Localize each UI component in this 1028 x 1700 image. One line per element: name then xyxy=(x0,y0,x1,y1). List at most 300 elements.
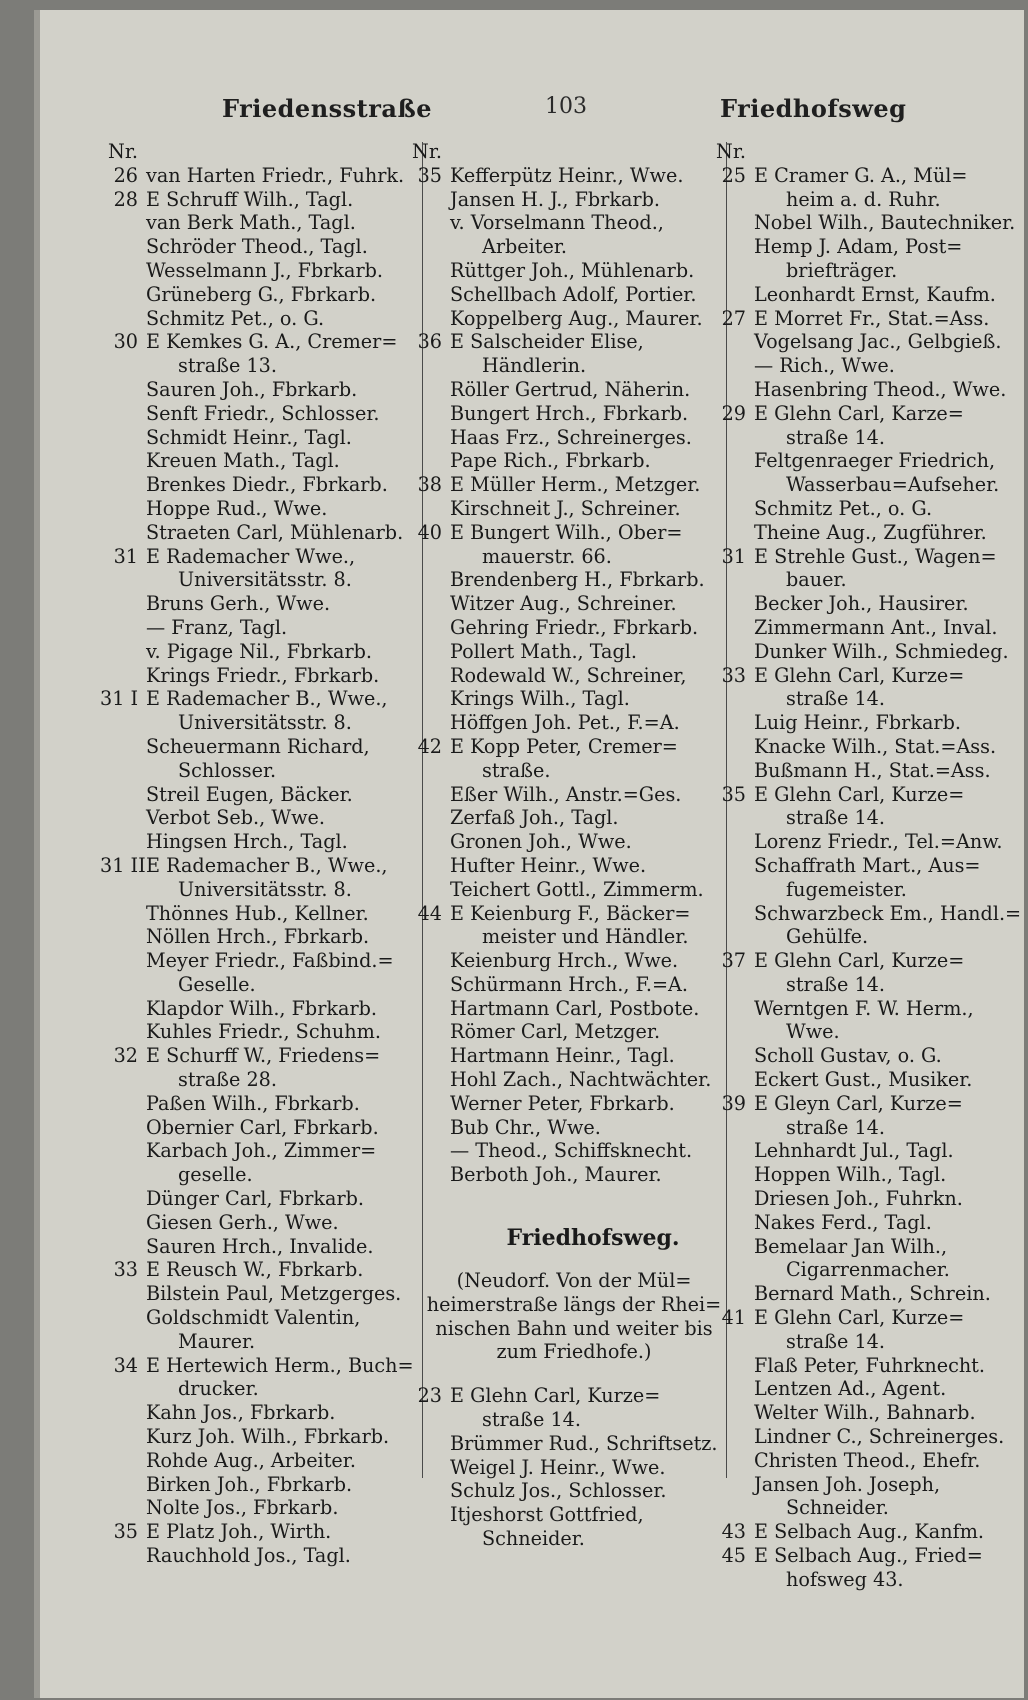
directory-entry xyxy=(100,1473,445,1497)
directory-entry xyxy=(100,1139,445,1163)
house-number: 27 xyxy=(721,306,746,330)
house-number: 40 xyxy=(417,520,442,544)
entry-text: heim a. d. Ruhr. xyxy=(786,187,941,211)
entry-continuation xyxy=(708,1496,1024,1520)
house-number: 42 xyxy=(417,734,442,758)
entry-text: Zimmermann Ant., Inval. xyxy=(754,615,998,639)
entry-text: straße 14. xyxy=(482,1408,581,1432)
house-number: 33 xyxy=(113,1258,138,1282)
entry-text: Kefferpütz Heinr., Wwe. xyxy=(450,163,684,187)
directory-entry xyxy=(100,997,445,1021)
entry-text: Flaß Peter, Fuhrknecht. xyxy=(754,1353,985,1377)
entry-text: Weigel J. Heinr., Wwe. xyxy=(450,1455,666,1479)
entry-text: geselle. xyxy=(178,1163,253,1187)
directory-entry xyxy=(100,687,445,711)
directory-entry xyxy=(708,307,1024,331)
entry-text: Schneider. xyxy=(786,1496,889,1520)
entry-text: Theine Aug., Zugführer. xyxy=(754,520,987,544)
entry-text: v. Vorselmann Theod., xyxy=(450,211,664,235)
entry-text: Knacke Wilh., Stat.=Ass. xyxy=(754,734,997,758)
directory-entry xyxy=(100,545,445,569)
directory-entry xyxy=(708,759,1024,783)
running-head-right: Friedhofsweg xyxy=(720,94,907,123)
directory-entry xyxy=(708,830,1024,854)
house-number: 37 xyxy=(721,949,746,973)
entry-text: Luig Heinr., Fbrkarb. xyxy=(754,711,961,735)
house-number: 45 xyxy=(721,1544,746,1568)
entry-text: straße 14. xyxy=(786,1115,885,1139)
entry-text: Schulz Jos., Schlosser. xyxy=(450,1479,667,1503)
entry-text: Schaffrath Mart., Aus= xyxy=(754,853,981,877)
entry-text: Becker Joh., Hausirer. xyxy=(754,592,969,616)
house-number: 44 xyxy=(417,901,442,925)
entry-continuation xyxy=(708,1258,1024,1282)
entry-text: E Morret Fr., Stat.=Ass. xyxy=(754,306,990,330)
house-number: 23 xyxy=(417,1384,442,1408)
entry-text: Obernier Carl, Fbrkarb. xyxy=(146,1115,379,1139)
entry-continuation xyxy=(708,473,1024,497)
entry-text: Thönnes Hub., Kellner. xyxy=(146,901,369,925)
entry-text: Nolte Jos., Fbrkarb. xyxy=(146,1496,339,1520)
entry-text: E Reusch W., Fbrkarb. xyxy=(146,1258,364,1282)
entry-text: Schürmann Hrch., F.=A. xyxy=(450,972,688,996)
entry-text: Bußmann H., Stat.=Ass. xyxy=(754,758,991,782)
entry-text: Sauren Hrch., Invalide. xyxy=(146,1234,374,1258)
directory-entry xyxy=(708,1092,1024,1116)
entry-text: E Glehn Carl, Kurze= xyxy=(450,1384,661,1408)
entry-text: hofsweg 43. xyxy=(786,1567,904,1591)
directory-entry xyxy=(100,259,445,283)
house-number: 43 xyxy=(721,1520,746,1544)
directory-entry xyxy=(708,1544,1024,1568)
directory-entry xyxy=(100,616,445,640)
directory-entry xyxy=(708,283,1024,307)
entry-continuation xyxy=(708,1568,1024,1592)
entry-continuation xyxy=(100,973,445,997)
entry-text: straße 13. xyxy=(178,354,277,378)
directory-entry xyxy=(708,949,1024,973)
directory-entry xyxy=(100,783,445,807)
entry-text: Universitätsstr. 8. xyxy=(178,568,352,592)
entry-text: Kurz Joh. Wilh., Fbrkarb. xyxy=(146,1425,390,1449)
directory-entry xyxy=(708,1473,1024,1497)
house-number: 35 xyxy=(417,163,442,187)
entry-text: briefträger. xyxy=(786,258,898,282)
entry-text: Lorenz Friedr., Tel.=Anw. xyxy=(754,830,1003,854)
house-number: 25 xyxy=(721,163,746,187)
entry-text: drucker. xyxy=(178,1377,259,1401)
entry-text: Nakes Ferd., Tagl. xyxy=(754,1210,932,1234)
entry-text: Bungert Hrch., Fbrkarb. xyxy=(450,401,689,425)
entry-text: van Berk Math., Tagl. xyxy=(146,211,356,235)
entry-text: Zerfaß Joh., Tagl. xyxy=(450,806,619,830)
entry-text: E Kopp Peter, Cremer= xyxy=(450,734,678,758)
entry-text: Höffgen Joh. Pet., F.=A. xyxy=(450,711,680,735)
entry-text: Eßer Wilh., Anstr.=Ges. xyxy=(450,782,682,806)
house-number: 35 xyxy=(113,1520,138,1544)
entry-text: E Kemkes G. A., Cremer= xyxy=(146,330,398,354)
directory-entry xyxy=(100,1401,445,1425)
directory-entry xyxy=(708,1163,1024,1187)
entry-text: Wwe. xyxy=(786,1020,840,1044)
entry-text: Brendenberg H., Fbrkarb. xyxy=(450,568,705,592)
entry-text: Händlerin. xyxy=(482,354,587,378)
entry-continuation xyxy=(708,1116,1024,1140)
entry-text: straße. xyxy=(482,758,551,782)
entry-text: E Selbach Aug., Kanfm. xyxy=(754,1520,984,1544)
entry-text: Lehnhardt Jul., Tagl. xyxy=(754,1139,954,1163)
directory-entry xyxy=(100,1520,445,1544)
entry-text: Bruns Gerh., Wwe. xyxy=(146,592,331,616)
entry-continuation xyxy=(708,878,1024,902)
directory-entry xyxy=(708,1187,1024,1211)
directory-entry xyxy=(100,949,445,973)
entry-text: Grüneberg G., Fbrkarb. xyxy=(146,282,377,306)
directory-entry xyxy=(708,1306,1024,1330)
entry-text: Schellbach Adolf, Portier. xyxy=(450,282,697,306)
entry-continuation xyxy=(708,1330,1024,1354)
house-number: 31 xyxy=(721,544,746,568)
entry-text: straße 14. xyxy=(786,972,885,996)
directory-entry xyxy=(100,592,445,616)
directory-entry xyxy=(708,211,1024,235)
entry-text: mauerstr. 66. xyxy=(482,544,612,568)
entry-text: Giesen Gerh., Wwe. xyxy=(146,1210,339,1234)
entry-continuation xyxy=(100,354,445,378)
entry-text: Feltgenraeger Friedrich, xyxy=(754,449,996,473)
entry-text: Klapdor Wilh., Fbrkarb. xyxy=(146,996,377,1020)
entry-text: Christen Theod., Ehefr. xyxy=(754,1448,981,1472)
entry-text: Kahn Jos., Fbrkarb. xyxy=(146,1401,336,1425)
column-heading xyxy=(708,140,1024,164)
directory-entry xyxy=(708,640,1024,664)
entry-text: Hartmann Heinr., Tagl. xyxy=(450,1044,675,1068)
entry-text: Rohde Aug., Arbeiter. xyxy=(146,1448,356,1472)
directory-entry xyxy=(708,854,1024,878)
entry-text: E Müller Herm., Metzger. xyxy=(450,473,701,497)
number-heading: Nr. xyxy=(412,140,442,163)
directory-entry xyxy=(100,283,445,307)
entry-text: E Glehn Carl, Kurze= xyxy=(754,663,965,687)
directory-entry xyxy=(708,711,1024,735)
entry-text: Goldschmidt Valentin, xyxy=(146,1306,361,1330)
entry-text: E Schruff Wilh., Tagl. xyxy=(146,187,354,211)
entry-text: E Rademacher Wwe., xyxy=(146,544,356,568)
entry-text: Bub Chr., Wwe. xyxy=(450,1115,601,1139)
directory-entry xyxy=(100,426,445,450)
entry-text: Werntgen F. W. Herm., xyxy=(754,996,974,1020)
entry-text: Krings Friedr., Fbrkarb. xyxy=(146,663,380,687)
entry-text: Bernard Math., Schrein. xyxy=(754,1282,991,1306)
directory-entry xyxy=(708,1211,1024,1235)
entry-text: Kreuen Math., Tagl. xyxy=(146,449,340,473)
house-number: 36 xyxy=(417,330,442,354)
entry-text: E Rademacher B., Wwe., xyxy=(146,687,388,711)
directory-entry xyxy=(708,354,1024,378)
entry-text: Maurer. xyxy=(178,1329,256,1353)
section-description-line: (Neudorf. Von der Mül= xyxy=(456,1269,692,1293)
entry-text: E Salscheider Elise, xyxy=(450,330,644,354)
entry-text: Straeten Carl, Mühlenarb. xyxy=(146,520,404,544)
directory-entry xyxy=(708,735,1024,759)
entry-text: Krings Wilh., Tagl. xyxy=(450,687,630,711)
directory-entry xyxy=(708,997,1024,1021)
entry-text: straße 14. xyxy=(786,1329,885,1353)
entry-text: Eckert Gust., Musiker. xyxy=(754,1068,973,1092)
house-number: 35 xyxy=(721,782,746,806)
directory-entry xyxy=(100,402,445,426)
entry-text: Lentzen Ad., Agent. xyxy=(754,1377,947,1401)
directory-entry xyxy=(100,473,445,497)
entry-text: E Cramer G. A., Mül= xyxy=(754,163,968,187)
directory-entry xyxy=(708,1425,1024,1449)
directory-entry xyxy=(708,235,1024,259)
entry-continuation xyxy=(100,759,445,783)
entry-text: Wasserbau=Aufseher. xyxy=(786,473,1000,497)
directory-entry xyxy=(100,1354,445,1378)
entry-text: Hartmann Carl, Postbote. xyxy=(450,996,700,1020)
directory-entry xyxy=(100,1235,445,1259)
number-heading: Nr. xyxy=(108,140,138,163)
directory-entry xyxy=(100,1092,445,1116)
entry-text: Hoppe Rud., Wwe. xyxy=(146,496,328,520)
entry-text: Jansen H. J., Fbrkarb. xyxy=(450,187,660,211)
entry-text: Schneider. xyxy=(482,1527,585,1551)
entry-text: Universitätsstr. 8. xyxy=(178,711,352,735)
entry-text: Koppelberg Aug., Maurer. xyxy=(450,306,703,330)
directory-entry xyxy=(100,1211,445,1235)
entry-text: Hemp J. Adam, Post= xyxy=(754,235,963,259)
directory-entry xyxy=(708,1377,1024,1401)
directory-entry xyxy=(708,1449,1024,1473)
entry-text: Schmitz Pet., o. G. xyxy=(754,496,933,520)
entry-text: Rodewald W., Schreiner, xyxy=(450,663,687,687)
directory-entry xyxy=(100,1282,445,1306)
entry-text: Geselle. xyxy=(178,972,256,996)
entry-text: Arbeiter. xyxy=(482,235,568,259)
entry-text: E Gleyn Carl, Kurze= xyxy=(754,1091,963,1115)
entry-text: Leonhardt Ernst, Kaufm. xyxy=(754,282,996,306)
house-number: 39 xyxy=(721,1091,746,1115)
entry-text: Meyer Friedr., Faßbind.= xyxy=(146,949,394,973)
entry-text: — Theod., Schiffsknecht. xyxy=(450,1139,693,1163)
directory-entry xyxy=(708,616,1024,640)
entry-continuation xyxy=(100,1163,445,1187)
entry-text: Pape Rich., Fbrkarb. xyxy=(450,449,651,473)
directory-entry xyxy=(100,1044,445,1068)
house-number: 30 xyxy=(113,330,138,354)
directory-entry xyxy=(100,1425,445,1449)
directory-entry xyxy=(100,378,445,402)
entry-text: E Strehle Gust., Wagen= xyxy=(754,544,997,568)
directory-entry xyxy=(708,1044,1024,1068)
page-number: 103 xyxy=(545,94,587,119)
house-number: 31 xyxy=(113,544,138,568)
directory-entry xyxy=(100,1306,445,1330)
entry-text: E Rademacher B., Wwe., xyxy=(146,853,388,877)
entry-continuation xyxy=(100,1377,445,1401)
directory-entry xyxy=(708,545,1024,569)
entry-text: Teichert Gottl., Zimmerm. xyxy=(450,877,704,901)
entry-text: Welter Wilh., Bahnarb. xyxy=(754,1401,976,1425)
directory-entry xyxy=(708,1354,1024,1378)
entry-text: E Keienburg F., Bäcker= xyxy=(450,901,691,925)
entry-text: Keienburg Hrch., Wwe. xyxy=(450,949,679,973)
entry-text: E Glehn Carl, Kurze= xyxy=(754,1306,965,1330)
directory-entry xyxy=(100,1544,445,1568)
entry-text: Berboth Joh., Maurer. xyxy=(450,1163,662,1187)
directory-entry xyxy=(100,307,445,331)
directory-entry xyxy=(708,592,1024,616)
column-1 xyxy=(100,140,445,1568)
entry-text: Bemelaar Jan Wilh., xyxy=(754,1234,948,1258)
entry-continuation xyxy=(708,188,1024,212)
house-number: 34 xyxy=(113,1353,138,1377)
entry-text: E Platz Joh., Wirth. xyxy=(146,1520,332,1544)
section-description-line: zum Friedhofe.) xyxy=(496,1340,652,1364)
entry-text: Nöllen Hrch., Fbrkarb. xyxy=(146,925,370,949)
directory-entry xyxy=(100,1116,445,1140)
directory-entry xyxy=(100,1187,445,1211)
directory-entry xyxy=(100,664,445,688)
directory-entry xyxy=(708,783,1024,807)
entry-text: Senft Friedr., Schlosser. xyxy=(146,401,380,425)
directory-entry xyxy=(100,902,445,926)
page-header xyxy=(40,80,1024,124)
entry-text: Gehülfe. xyxy=(786,925,869,949)
entry-text: E Selbach Aug., Fried= xyxy=(754,1544,983,1568)
entry-text: Schmitz Pet., o. G. xyxy=(146,306,325,330)
entry-continuation xyxy=(100,878,445,902)
house-number: 33 xyxy=(721,663,746,687)
entry-text: Hohl Zach., Nachtwächter. xyxy=(450,1068,712,1092)
directory-entry xyxy=(100,925,445,949)
directory-entry xyxy=(100,497,445,521)
directory-entry xyxy=(100,854,445,878)
entry-text: Römer Carl, Metzger. xyxy=(450,1020,661,1044)
entry-text: Gronen Joh., Wwe. xyxy=(450,830,632,854)
directory-entry xyxy=(100,521,445,545)
directory-entry xyxy=(708,521,1024,545)
directory-entry xyxy=(708,1068,1024,1092)
directory-entry xyxy=(708,402,1024,426)
house-number: 31 I xyxy=(100,687,139,711)
entry-text: Schlosser. xyxy=(178,758,277,782)
entry-text: Hoppen Wilh., Tagl. xyxy=(754,1163,947,1187)
entry-text: Schmidt Heinr., Tagl. xyxy=(146,425,352,449)
directory-entry xyxy=(100,164,445,188)
entry-text: Schwarzbeck Em., Handl.= xyxy=(754,901,1022,925)
column-heading xyxy=(100,140,445,164)
entry-continuation xyxy=(100,568,445,592)
entry-text: bauer. xyxy=(786,568,847,592)
entry-text: Itjeshorst Gottfried, xyxy=(450,1503,644,1527)
entry-text: Kuhles Friedr., Schuhm. xyxy=(146,1020,381,1044)
entry-continuation xyxy=(708,806,1024,830)
house-number: 29 xyxy=(721,401,746,425)
house-number: 41 xyxy=(721,1306,746,1330)
entry-text: E Glehn Carl, Kurze= xyxy=(754,782,965,806)
directory-entry xyxy=(708,1520,1024,1544)
entry-text: Rauchhold Jos., Tagl. xyxy=(146,1544,351,1568)
directory-entry xyxy=(100,188,445,212)
column-3 xyxy=(708,140,1024,1592)
entry-text: Universitätsstr. 8. xyxy=(178,877,352,901)
entry-text: E Schurff W., Friedens= xyxy=(146,1044,381,1068)
entry-text: Dunker Wilh., Schmiedeg. xyxy=(754,639,1009,663)
directory-entry xyxy=(100,449,445,473)
entry-text: straße 28. xyxy=(178,1068,277,1092)
entry-text: fugemeister. xyxy=(786,877,907,901)
entry-text: Rüttger Joh., Mühlenarb. xyxy=(450,258,695,282)
directory-entry xyxy=(708,497,1024,521)
entry-continuation xyxy=(708,568,1024,592)
directory-entry xyxy=(100,1496,445,1520)
directory-entry xyxy=(708,449,1024,473)
entry-text: Cigarrenmacher. xyxy=(786,1258,950,1282)
entry-text: Birken Joh., Fbrkarb. xyxy=(146,1472,353,1496)
entry-text: Driesen Joh., Fuhrkn. xyxy=(754,1187,963,1211)
section-description-line: heimerstraße längs der Rhei= xyxy=(426,1292,722,1316)
entry-text: Röller Gertrud, Näherin. xyxy=(450,377,691,401)
entry-text: Schröder Theod., Tagl. xyxy=(146,235,368,259)
directory-entry xyxy=(100,830,445,854)
entry-continuation xyxy=(708,973,1024,997)
directory-entry xyxy=(100,211,445,235)
entry-text: Nobel Wilh., Bautechniker. xyxy=(754,211,1016,235)
entry-text: Brenkes Diedr., Fbrkarb. xyxy=(146,473,388,497)
entry-continuation xyxy=(708,259,1024,283)
entry-text: Haas Frz., Schreinerges. xyxy=(450,425,692,449)
house-number: 32 xyxy=(113,1044,138,1068)
entry-text: Wesselmann J., Fbrkarb. xyxy=(146,258,384,282)
directory-entry xyxy=(708,164,1024,188)
entry-text: Paßen Wilh., Fbrkarb. xyxy=(146,1091,360,1115)
entry-text: Streil Eugen, Bäcker. xyxy=(146,782,353,806)
entry-continuation xyxy=(100,1330,445,1354)
entry-text: straße 14. xyxy=(786,806,885,830)
entry-text: Sauren Joh., Fbrkarb. xyxy=(146,377,358,401)
entry-continuation xyxy=(708,1020,1024,1044)
entry-text: Werner Peter, Fbrkarb. xyxy=(450,1091,675,1115)
entry-text: Kirschneit J., Schreiner. xyxy=(450,496,681,520)
directory-entry xyxy=(100,1449,445,1473)
entry-text: straße 14. xyxy=(786,425,885,449)
entry-text: Brümmer Rud., Schriftsetz. xyxy=(450,1431,718,1455)
entry-text: straße 14. xyxy=(786,687,885,711)
directory-entry xyxy=(708,330,1024,354)
entry-text: — Rich., Wwe. xyxy=(754,354,895,378)
entry-text: Lindner C., Schreinerges. xyxy=(754,1425,1005,1449)
directory-entry xyxy=(708,1401,1024,1425)
entry-text: van Harten Friedr., Fuhrk. xyxy=(146,163,405,187)
entry-continuation xyxy=(100,1068,445,1092)
entry-text: Witzer Aug., Schreiner. xyxy=(450,592,677,616)
house-number: 38 xyxy=(417,473,442,497)
entry-text: Bilstein Paul, Metzgerges. xyxy=(146,1282,402,1306)
directory-entry xyxy=(708,378,1024,402)
running-head-left: Friedensstraße xyxy=(222,94,432,123)
entry-continuation xyxy=(708,687,1024,711)
section-title: Friedhofsweg. xyxy=(506,1225,680,1252)
directory-entry xyxy=(100,330,445,354)
entry-text: Hingsen Hrch., Tagl. xyxy=(146,830,348,854)
entry-text: v. Pigage Nil., Fbrkarb. xyxy=(146,639,373,663)
entry-continuation xyxy=(708,925,1024,949)
directory-entry xyxy=(100,806,445,830)
entry-text: Scheuermann Richard, xyxy=(146,734,370,758)
entry-text: Dünger Carl, Fbrkarb. xyxy=(146,1187,365,1211)
